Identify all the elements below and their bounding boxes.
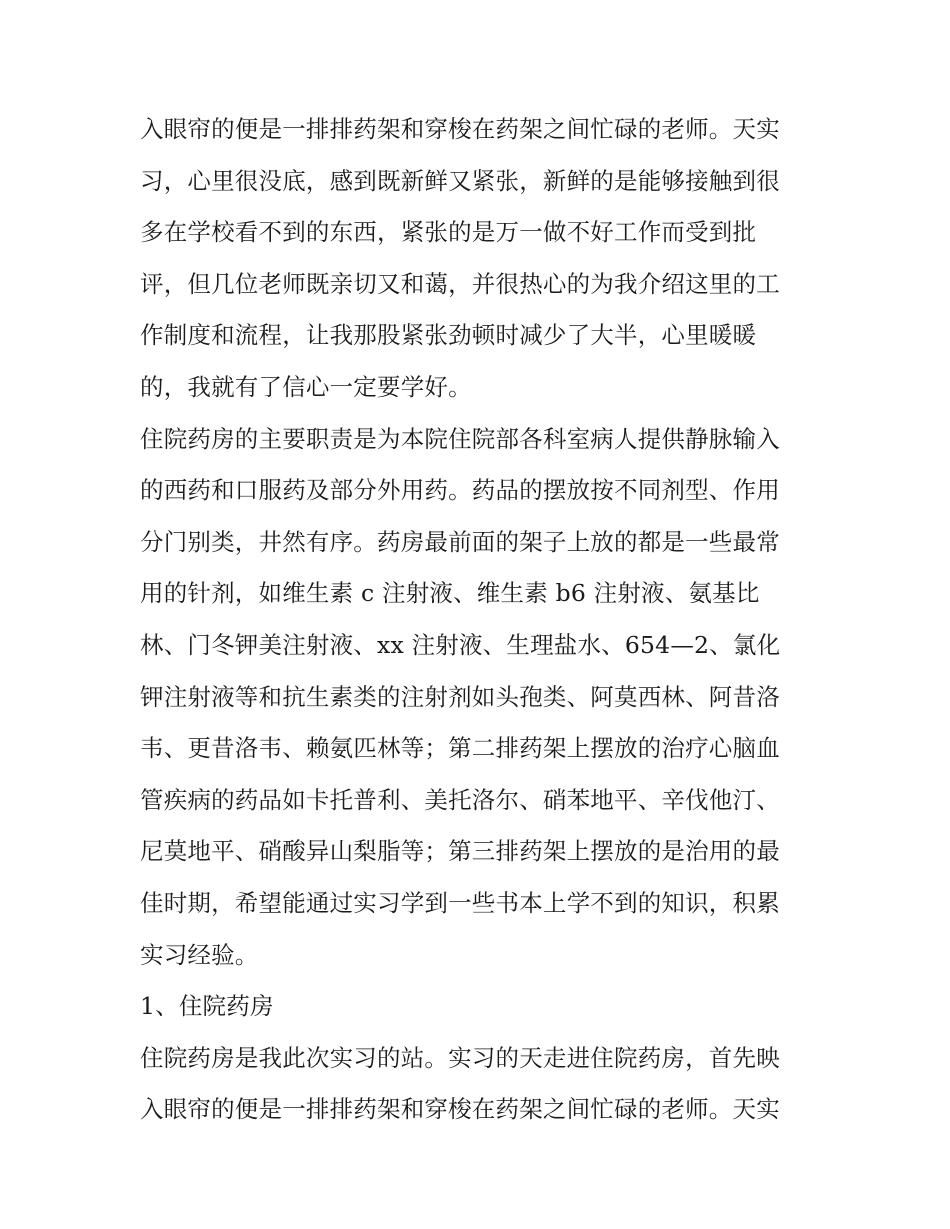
text-line: 林、门冬钾美注射液、xx 注射液、生理盐水、654—2、氯化 (140, 630, 781, 659)
section-heading: 1、住院药房 (140, 992, 274, 1021)
text-line: 习，心里很没底，感到既新鲜又紧张，新鲜的是能够接触到很 (140, 166, 780, 195)
text-line: 佳时期，希望能通过实习学到一些书本上学不到的知识，积累 (140, 888, 780, 917)
text-line: 实习经验。 (140, 940, 259, 969)
text-line: 分门别类，井然有序。药房最前面的架子上放的都是一些最常 (140, 527, 780, 556)
text-line: 尼莫地平、硝酸异山梨脂等；第三排药架上摆放的是治用的最 (140, 837, 780, 866)
text-line: 的，我就有了信心一定要学好。 (140, 372, 472, 401)
text-line: 的西药和口服药及部分外用药。药品的摆放按不同剂型、作用 (140, 476, 780, 505)
text-line: 用的针剂，如维生素 c 注射液、维生素 b6 注射液、氨基比 (140, 579, 760, 608)
text-line: 住院药房的主要职责是为本院住院部各科室病人提供静脉输入 (140, 424, 780, 453)
text-line: 钾注射液等和抗生素类的注射剂如头孢类、阿莫西林、阿昔洛 (140, 682, 780, 711)
text-line: 作制度和流程，让我那股紧张劲顿时减少了大半，心里暖暖 (140, 321, 757, 350)
text-line: 多在学校看不到的东西，紧张的是万一做不好工作而受到批 (140, 218, 757, 247)
text-line: 韦、更昔洛韦、赖氨匹林等；第二排药架上摆放的治疗心脑血 (140, 734, 780, 763)
text-line: 入眼帘的便是一排排药架和穿梭在药架之间忙碌的老师。天实 (140, 1095, 780, 1124)
text-line: 评，但几位老师既亲切又和蔼，并很热心的为我介绍这里的工 (140, 269, 780, 298)
text-line: 管疾病的药品如卡托普利、美托洛尔、硝苯地平、辛伐他汀、 (140, 785, 780, 814)
text-line: 入眼帘的便是一排排药架和穿梭在药架之间忙碌的老师。天实 (140, 115, 780, 143)
document-body (140, 104, 812, 1136)
text-line: 住院药房是我此次实习的站。实习的天走进住院药房，首先映 (140, 1043, 780, 1072)
